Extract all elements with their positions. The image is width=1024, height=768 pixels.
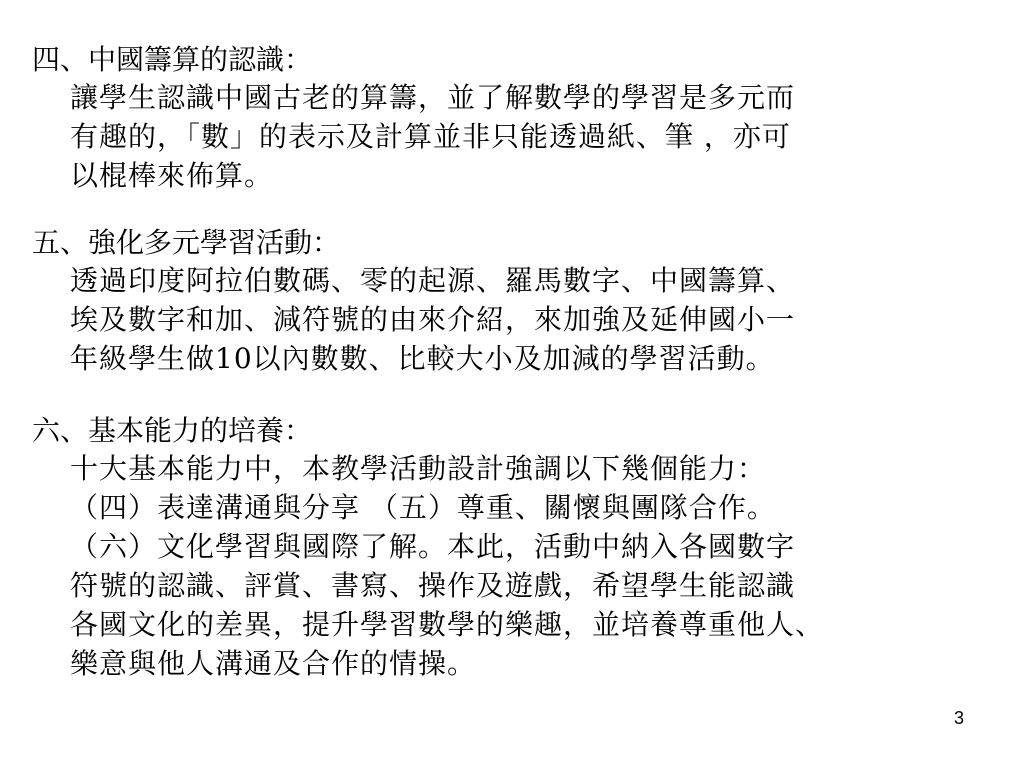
body-line: 讓學生認識中國古老的算籌，並了解數學的學習是多元而 bbox=[70, 81, 796, 114]
body-line: （四）表達溝通與分享 （五）尊重、關懷與團隊合作。 bbox=[70, 491, 776, 524]
body-line: 各國文化的差異，提升學習數學的樂趣，並培養尊重他人、 bbox=[70, 608, 825, 641]
page-number: 3 bbox=[953, 708, 964, 728]
body-line: 年級學生做10以內數數、比較大小及加減的學習活動。 bbox=[70, 342, 775, 375]
section-five bbox=[32, 225, 1022, 378]
body-line: （六）文化學習與國際了解。本此，活動中納入各國數字 bbox=[70, 530, 796, 563]
body-line: 樂意與他人溝通及合作的情操。 bbox=[70, 647, 477, 680]
body-line: 十大基本能力中，本教學活動設計強調以下幾個能力： bbox=[70, 452, 767, 485]
body-line: 透過印度阿拉伯數碼、零的起源、羅馬數字、中國籌算、 bbox=[70, 264, 796, 297]
section-four bbox=[32, 42, 1022, 195]
section-heading: 五、強化多元學習活動： bbox=[32, 226, 341, 259]
body-line: 埃及數字和加、減符號的由來介紹，來加強及延伸國小一 bbox=[70, 303, 796, 336]
section-six bbox=[32, 413, 1022, 683]
section-heading: 四、中國籌算的認識： bbox=[32, 43, 313, 76]
body-line: 以棍棒來佈算。 bbox=[70, 159, 274, 192]
body-line: 有趣的，「數」的表示及計算並非只能透過紙、筆 ，亦可 bbox=[70, 120, 791, 153]
body-line: 符號的認識、評賞、書寫、操作及遊戲，希望學生能認識 bbox=[70, 569, 796, 602]
section-heading: 六、基本能力的培養： bbox=[32, 414, 313, 447]
